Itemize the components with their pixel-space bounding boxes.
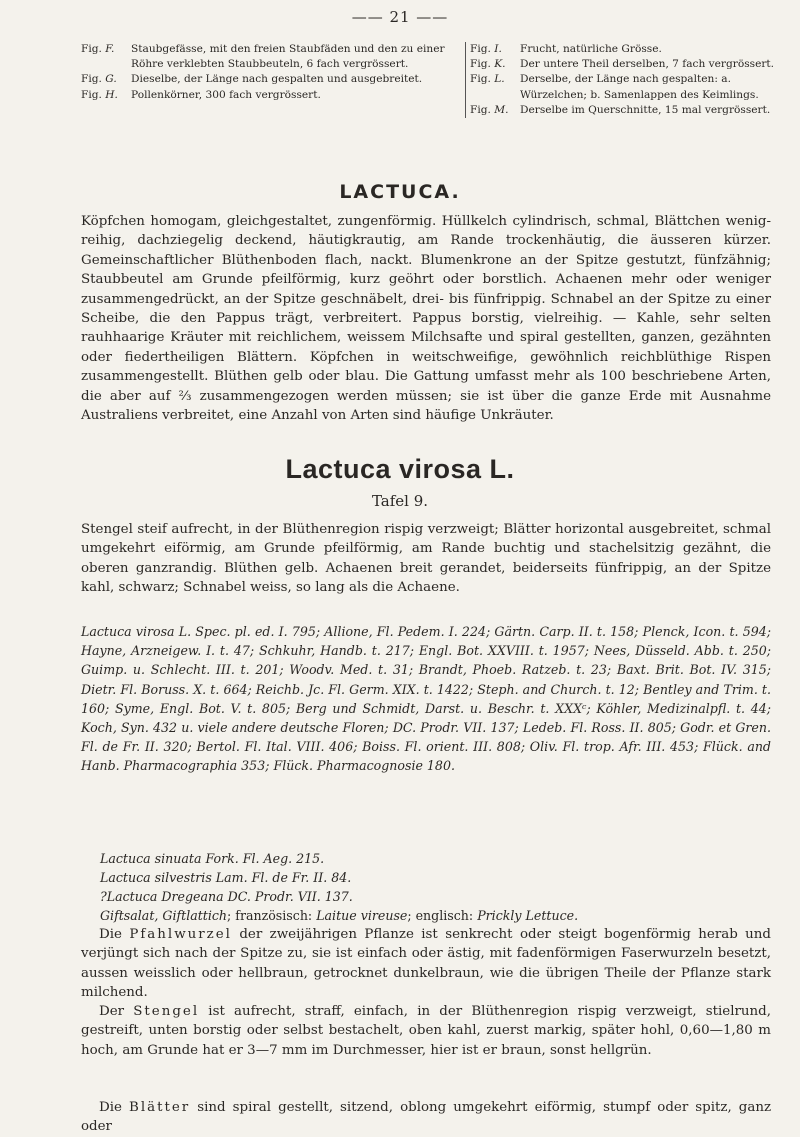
references-text: Lactuca virosa L. Spec. pl. ed. I. 795; Allione, Fl. Pedem. I. 224; Gärtn. Carp. II. t. 158; Plenck, Icon. t. 594; Hayne, Arzneigew. I. t. 47; Schkuhr, Handb. t. 217; Engl. Bot. XXVIII. t. 1957; Nees, Düsseld. Abb. t. 250; Guimp. u. Schlecht. III. t. 201; Woodv. Med. t. 31; Brandt, Phoeb. Ratzeb. t. 23; Baxt. Brit. Bot. IV. 315; Dietr. Fl. Boruss. X. t. 664; Reichb. Jc. Fl. Germ. XIX. t. 1422; Steph. and Church. t. 12; Bentley and Trim. t. 160; Syme, Engl. Bot. V. t. 805; Berg und Schmidt, Darst. u. Beschr. t. XXXᶜ; Köhler, Medizinalpfl. t. 44; Koch, Syn. 432 u. viele andere deutsche Floren; DC. Prodr. VII. 137; Ledeb. Fl. Ross. II. 805; Godr. et Gren. Fl. de Fr. II. 320; Bertol. Fl. Ital. VIII. 406; Boiss. Fl. orient. III. 808; Oliv. Fl. trop. Afr. III. 453; Flück. and Hanb. Pharmacographia 353; Flück. Pharmacognosie 180. [81, 624, 771, 774]
legend-item: Fig. K. Der untere Theil derselben, 7 fach vergrössert. [470, 58, 775, 71]
stem-description: Der Stengel ist aufrecht, straff, einfach, in der Blüthenregion rispig verzweigt, stielrund, gestreift, unten borstig oder selbst bestachelt, oben kahl, zuerst markig, später hohl, 0,60—1,80 m hoch, am Grunde hat er 3—7 mm im Durchmesser, hier ist er braun, sonst hellgrün. [81, 1004, 771, 1058]
legend-item: Fig. G. Dieselbe, der Länge nach gespalten und ausgebreitet. [81, 73, 423, 86]
literature-references [81, 622, 771, 776]
legend-right-column [465, 42, 780, 118]
stem-term: Stengel [133, 1004, 200, 1019]
page-number: —— 21 —— [351, 8, 449, 26]
root-description: Die Pfahlwurzel der zweijährigen Pflanze ist senkrecht oder steigt bogenförmig herab und verjüngt sich nach der Spitze zu, sie ist einfach oder ästig, mit fadenförmigen Faserwurzeln besetzt, aussen weisslich oder hellbraun, getrocknet dunkelbraun, wie die übrigen Theile der Pflanze stark milchend. [81, 927, 771, 1001]
french-name: Laitue vireuse [316, 908, 408, 923]
synonym: Lactuca silvestris Lam. Fl. de Fr. II. 84. [100, 870, 352, 885]
legend-item: Fig. I. Frucht, natürliche Grösse. [470, 43, 662, 55]
legend-item: Fig. L. Derselbe, der Länge nach gespalten: a. Würzelchen; b. Samenlappen des Keimlings. [470, 73, 759, 101]
synonym: ?Lactuca Dregeana DC. Prodr. VII. 137. [100, 889, 353, 904]
species-description: Stengel steif aufrecht, in der Blüthenregion rispig verzweigt; Blätter horizontal ausgebreitet, schmal umgekehrt eiförmig, am Grunde pfeilförmig, am Rande buchtig und stachelsitzig gezähnt, die oberen ganzrandig. Blüthen gelb. Achaenen breit gerandet, beiderseits fünfrippig, an der Spitze kahl, schwarz; Schnabel weiss, so lang als die Achaene. [81, 522, 771, 596]
genus-heading: LACTUCA. [339, 181, 461, 203]
legend-left-column [81, 42, 458, 103]
root-term: Pfahlwurzel [129, 927, 232, 942]
species-heading: Lactuca virosa L. [285, 454, 515, 484]
plate-reference: Tafel 9. [371, 492, 429, 510]
leaf-description: Die Blätter sind spiral gestellt, sitzend, oblong umgekehrt eiförmig, stumpf oder spitz, ganz oder [81, 1100, 771, 1135]
english-name: Prickly Lettuce. [477, 908, 579, 923]
legend-item: Fig. F. Staubgefässe, mit den freien Staubfäden und den zu einer Röhre verklebten Staubbeuteln, 6 fach vergrössert. [81, 43, 445, 71]
synonym: Lactuca sinuata Fork. Fl. Aeg. 215. [100, 851, 325, 866]
legend-item: Fig. M. Derselbe im Querschnitte, 15 mal vergrössert. [470, 103, 771, 116]
genus-description: Köpfchen homogam, gleichgestaltet, zungenförmig. Hüllkelch cylindrisch, schmal, Blättchen wenig-reihig, dachziegelig deckend, häutigkrautig, am Rande trockenhäutig, die äusseren kürzer. Gemeinschaftlicher Blüthenboden flach, nackt. Blumenkrone an der Spitze gestutzt, fünfzähnig; Staubbeutel am Grunde pfeilförmig, kurz geöhrt oder borstlich. Achaenen mehr oder weniger zusammengedrückt, an der Spitze geschnäbelt, drei- bis fünfrippig. Schnabel an der Spitze zu einer Scheibe, die den Pappus trägt, verbreitert. Pappus borstig, vielreihig. — Kahle, sehr selten rauhhaarige Kräuter mit reichlichem, weissem Milchsafte und spiral gestellten, ganzen, gezähnten oder fiedertheiligen Blättern. Köpfchen in weitschweifige, gewöhnlich reichblüthige Rispen zusammengestellt. Blüthen gelb oder blau. Die Gattung umfasst mehr als 100 beschriebene Arten, die aber auf ⅔ zusammengezogen werden müssen; sie ist über die ganze Erde mit Ausnahme Australiens verbreitet, eine Anzahl von Arten sind häufige Unkräuter. [81, 214, 771, 424]
common-names: Giftsalat, Giftlattich; französisch: Laitue vireuse; englisch: Prickly Lettuce. [100, 908, 579, 923]
leaf-term: Blätter [129, 1100, 191, 1115]
legend-item: Fig. H. Pollenkörner, 300 fach vergrössert. [81, 88, 321, 101]
german-name: Giftsalat, Giftlattich [100, 908, 228, 923]
